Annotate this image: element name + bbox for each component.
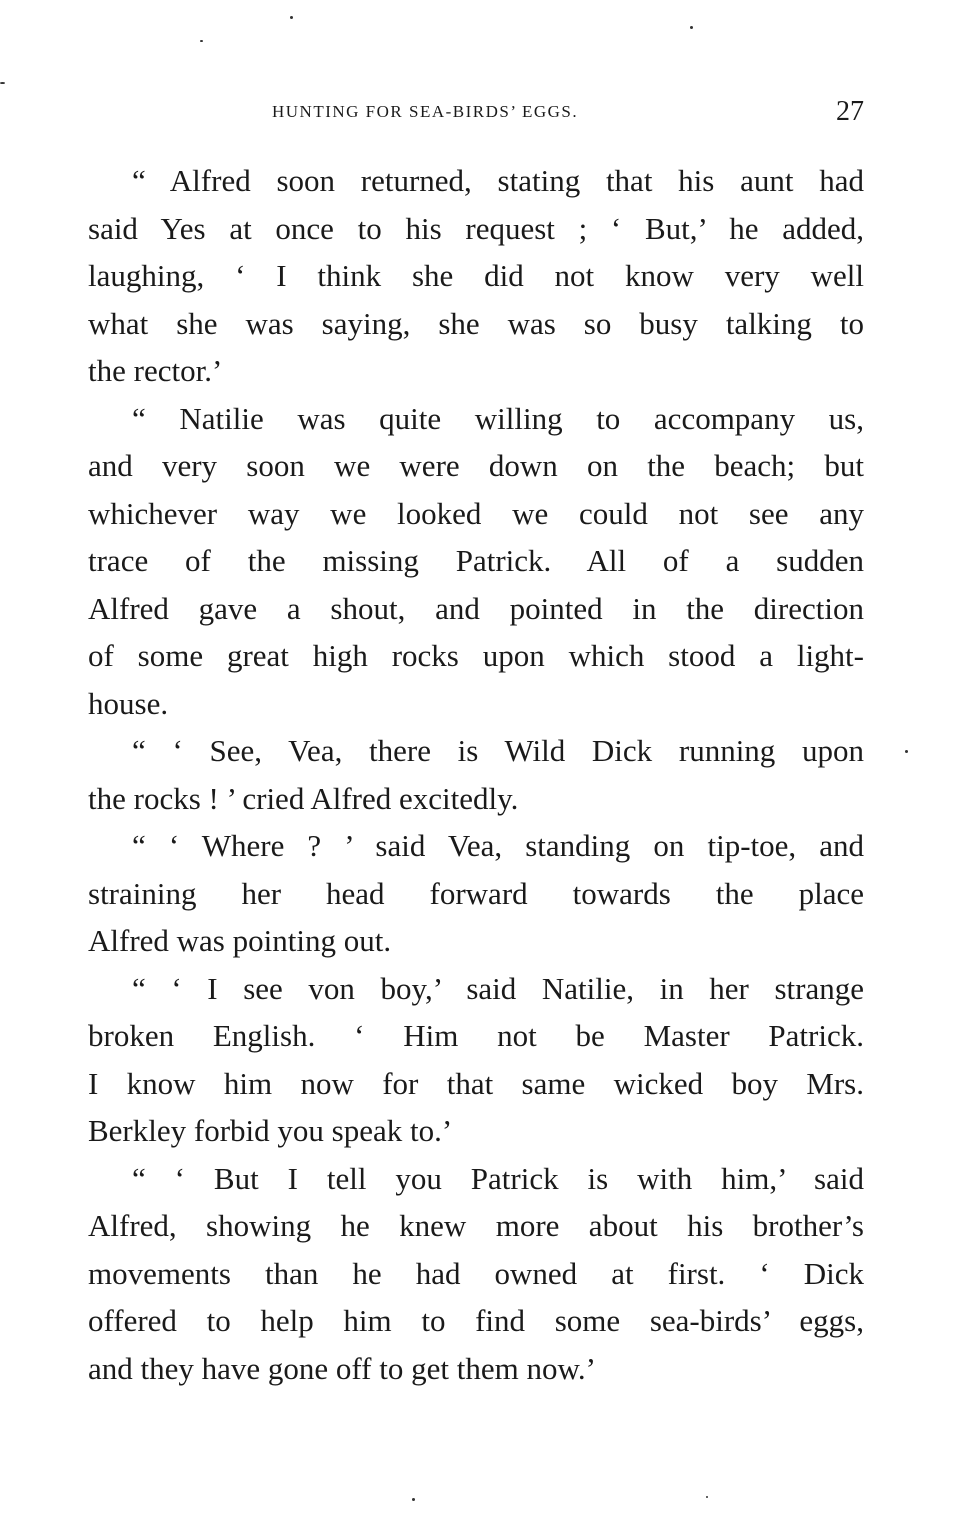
text-line: “ ‘ See, Vea, there is Wild Dick running upon [132,733,864,768]
paragraph [88,822,864,965]
text-line: Alfred gave a shout, and pointed in the direction [88,590,864,626]
text-line: movements than he had owned at first. ‘ Dick [88,1255,864,1291]
running-title: HUNTING FOR SEA-BIRDS’ EGGS. [272,102,579,121]
text-line: laughing, ‘ I think she did not know very well [88,258,864,293]
text-line: house. [88,685,169,721]
text-line: “ ‘ Where ? ’ said Vea, standing on tip-toe, and [132,828,864,863]
text-line: Berkley forbid you speak to.’ [88,1113,453,1148]
paragraph [88,727,864,822]
body-text [88,157,864,1392]
text-line: what she was saying, she was so busy talking to [88,305,864,341]
text-line: offered to help him to find some sea-birds’ eggs, [88,1303,864,1338]
paragraph [88,395,864,728]
scan-speck [412,1498,415,1501]
text-line: of some great high rocks upon which stood a light- [88,638,864,673]
scan-speck [905,750,908,753]
paragraph [88,157,864,395]
text-line: “ Alfred soon returned, stating that his aunt had [132,163,864,198]
text-line: broken English. ‘ Him not be Master Patrick. [88,1018,864,1053]
scan-speck [0,82,5,84]
text-line: and they have gone off to get them now.’ [88,1350,596,1386]
text-line: Alfred was pointing out. [88,923,392,958]
scan-speck [690,26,693,29]
text-line: straining her head forward towards the place [88,875,864,911]
text-line: trace of the missing Patrick. All of a sudden [88,543,864,578]
text-line: “ ‘ But I tell you Patrick is with him,’ said [132,1160,864,1196]
scan-speck [706,1496,708,1498]
running-header [88,96,864,136]
scan-speck [290,16,293,19]
text-line: I know him now for that same wicked boy Mrs. [88,1065,864,1101]
page-number: 27 [836,96,864,127]
text-line: “ ‘ I see von boy,’ said Natilie, in her strange [132,970,864,1006]
text-line: and very soon we were down on the beach; but [88,448,864,483]
text-line: the rocks ! ’ cried Alfred excitedly. [88,780,519,816]
scan-speck [200,40,203,42]
paragraph [88,965,864,1155]
text-line: whichever way we looked we could not see any [88,495,864,531]
text-line: the rector.’ [88,353,223,388]
text-line: said Yes at once to his request ; ‘ But,’ he added, [88,210,864,246]
paragraph [88,1155,864,1393]
text-line: “ Natilie was quite willing to accompany us, [132,400,864,436]
text-line: Alfred, showing he knew more about his brother’s [88,1208,864,1243]
